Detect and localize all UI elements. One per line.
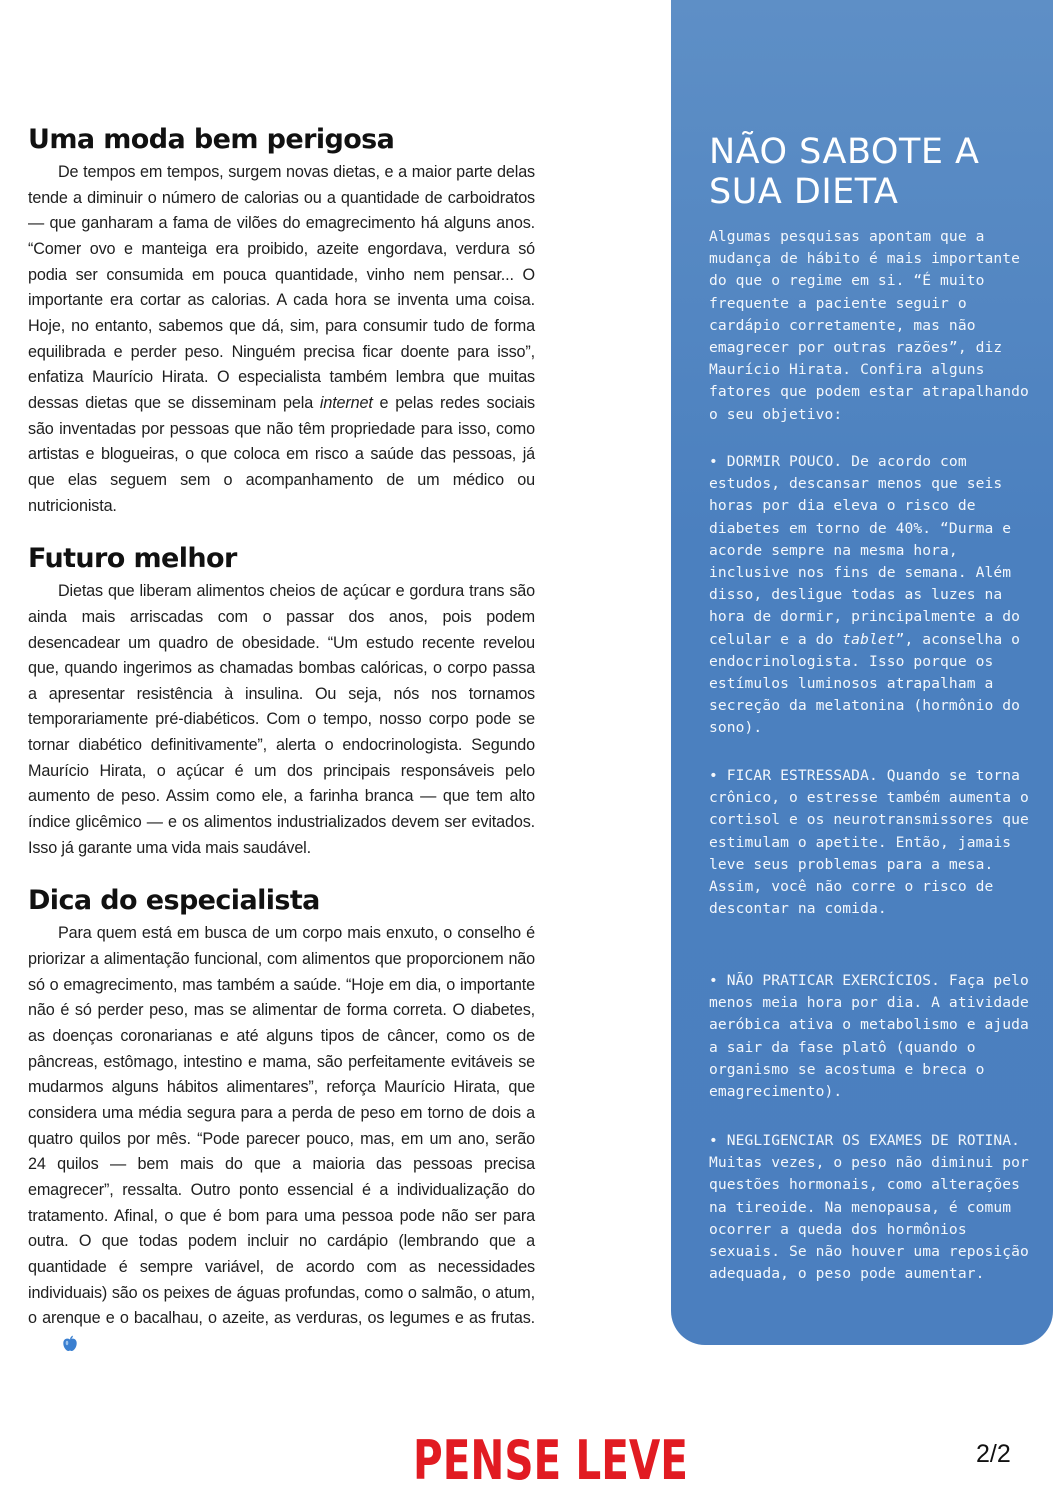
sidebar-tip-text-continued: ”, aconselha o endocrinologista. Isso porque os estímulos luminosos atrapalham a secreção da melatonina (hormônio do sono). bbox=[709, 630, 1021, 737]
section-body bbox=[28, 921, 535, 1357]
pense-leve-logo bbox=[413, 1429, 688, 1492]
sidebar-tip-nao-praticar-exercicios: • NÃO PRATICAR EXERCÍCIOS. Faça pelo menos meia hora por dia. A atividade aeróbica ativa o metabolismo e ajuda a sair da fase platô (quando o organismo se acostuma e breca o emagrecimento). bbox=[709, 972, 1029, 1101]
section-title: Uma moda bem perigosa bbox=[28, 124, 395, 155]
sidebar-tip-ficar-estressada: • FICAR ESTRESSADA. Quando se torna crônico, o estresse também aumenta o cortisol e os neurotransmissores que estimulam o apetite. Então, jamais leve seus problemas para a mesa. Assim, você não corre o risco de descontar na comida. bbox=[709, 767, 1029, 918]
page-number: 2/2 bbox=[976, 1440, 1011, 1468]
section-title: Futuro melhor bbox=[28, 543, 237, 575]
section-body-text: De tempos em tempos, surgem novas dietas, e a maior parte delas tende a diminuir o número de calorias ou a quantidade de carboidratos — que ganharam a fama de vilões do emagrecimento há alguns anos. “Comer ovo e manteiga era proibido, azeite engordava, verdura só podia ser consumida em pouca quantidade, vinho nem pensar... O importante era cortar as calorias. A cada hora se inventa uma coisa. Hoje, no entanto, sabemos que dá, sim, para consumir tudo de forma equilibrada e perder peso. Ninguém precisa ficar doente para isso”, enfatiza Maurício Hirata. O especialista também lembra que muitas dessas dietas que se disseminam pela bbox=[28, 163, 535, 412]
section-futuro-melhor bbox=[28, 541, 535, 861]
apple-icon bbox=[32, 1335, 48, 1352]
section-body bbox=[28, 160, 535, 519]
section-dica-do-especialista bbox=[28, 883, 535, 1357]
section-uma-moda-bem-perigosa bbox=[28, 122, 535, 519]
article-main-column bbox=[28, 122, 535, 1380]
logo-text: PENSE LEVE bbox=[413, 1429, 688, 1492]
sidebar-tip-dormir-pouco bbox=[709, 451, 1039, 740]
sidebar-tip-negligenciar-exames: • NEGLIGENCIAR OS EXAMES DE ROTINA. Muitas vezes, o peso não diminui por questões hormonais, como alterações na tireoide. Na menopausa, é comum ocorrer a queda dos hormônios sexuais. Se não houver uma reposição adequada, o peso pode aumentar. bbox=[709, 1132, 1029, 1283]
section-body: Dietas que liberam alimentos cheios de açúcar e gordura trans são ainda mais arriscadas com o passar dos anos, pois podem desencadear um quadro de obesidade. “Um estudo recente revelou que, quando ingerimos as chamadas bombas calóricas, o corpo passa a apresentar resistência à insulina. Ou seja, nós nos tornamos temporariamente pré-diabéticos. Com o tempo, nosso corpo pode se tornar diabético definitivamente”, alerta o endocrinologista. Segundo Maurício Hirata, o açúcar é um dos principais responsáveis pelo aumento de peso. Assim como ele, a farinha branca — que tem alto índice glicêmico — e os alimentos industrializados devem ser evitados. Isso já garante uma vida mais saudável. bbox=[28, 582, 535, 857]
section-title: Dica do especialista bbox=[28, 885, 320, 917]
section-body-text: Para quem está em busca de um corpo mais enxuto, o conselho é priorizar a alimentação funcional, com alimentos que proporcionem não só o emagrecimento, mas também a saúde. “Hoje em dia, o importante não é só perder peso, mas se alimentar de forma correta. O diabetes, as doenças coronarianas e até alguns tipos de câncer, como os de pâncreas, estômago, intestino e mama, são perfeitamente evitáveis se mudarmos alguns hábitos alimentares”, reforça Maurício Hirata, que considera uma média segura para a perda de peso em torno de dois a quatro quilos por mês. “Pode parecer pouco, mas, em um ano, serão 24 quilos — bem mais do que a maioria das pessoas precisa emagrecer”, ressalta. Outro ponto essencial é a individualização do tratamento. Afinal, o que é bom para uma pessoa pode não ser para outra. O que todas podem incluir no cardápio (lembrando que a quantidade é sempre variável, de acordo com as necessidades individuais) são os peixes de águas profundas, como o salmão, o atum, o arenque e o bacalhau, o azeite, as verduras, os legumes e as frutas. bbox=[28, 924, 535, 1328]
sidebar-title: NÃO SABOTE A SUA DIETA bbox=[709, 132, 980, 212]
section-body-text-continued: e pelas redes sociais são inventadas por pessoas que não têm propriedade para isso, como artistas e blogueiras, o que coloca em risco a saúde das pessoas, já que elas seguem sem o acompanhamento de um médico ou nutricionista. bbox=[28, 393, 535, 515]
sidebar-tip-emphasis: tablet bbox=[842, 630, 896, 648]
sidebar-panel bbox=[671, 0, 1053, 1345]
section-body-emphasis: internet bbox=[319, 393, 373, 412]
sidebar-tip-text: • DORMIR POUCO. De acordo com estudos, descansar menos que seis horas por dia eleva o risco de diabetes em torno de 40%. “Durma e acorde sempre na mesma hora, inclusive nos fins de semana. Além disso, desligue todas as luzes na hora de dormir, principalmente a do celular e a do bbox=[709, 453, 1021, 648]
sidebar-intro: Algumas pesquisas apontam que a mudança de hábito é mais importante do que o regime em si. “É muito frequente a paciente seguir o cardápio corretamente, mas não emagrecer por outras razões”, diz Maurício Hirata. Confira alguns fatores que podem estar atrapalhando o seu objetivo: bbox=[709, 228, 1029, 423]
